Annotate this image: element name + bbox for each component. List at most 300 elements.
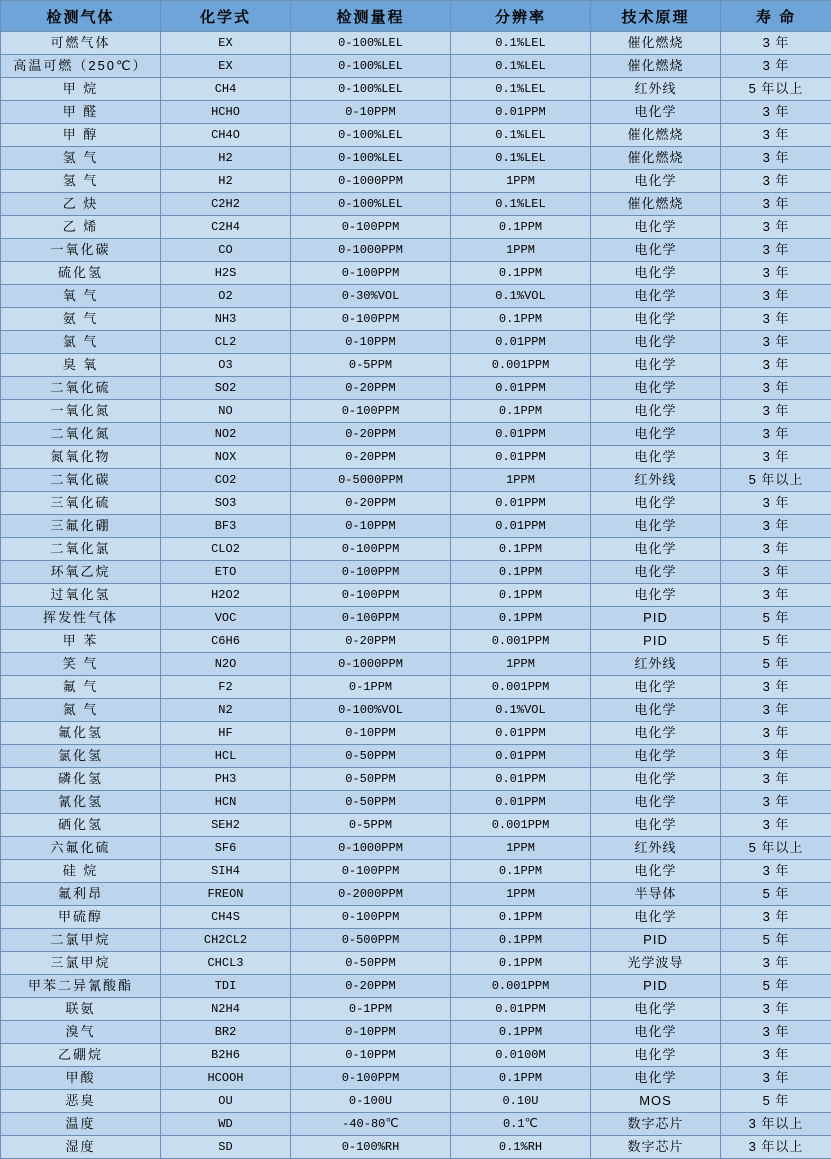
- table-row: [1, 722, 831, 745]
- cell-range: 0-10PPM: [291, 722, 451, 745]
- cell-resolution: 1PPM: [451, 170, 591, 193]
- cell-resolution: 0.001PPM: [451, 975, 591, 998]
- cell-resolution: 0.01PPM: [451, 515, 591, 538]
- table-row: [1, 1067, 831, 1090]
- cell-gas-name: 二氯甲烷: [1, 929, 161, 952]
- cell-range: 0-1000PPM: [291, 239, 451, 262]
- cell-technology: 红外线: [591, 78, 721, 101]
- cell-gas-name: 甲 醇: [1, 124, 161, 147]
- cell-formula: HCL: [161, 745, 291, 768]
- cell-gas-name: 可燃气体: [1, 32, 161, 55]
- cell-lifespan: 3 年: [721, 354, 831, 377]
- cell-range: 0-50PPM: [291, 952, 451, 975]
- cell-gas-name: 二氧化碳: [1, 469, 161, 492]
- cell-resolution: 0.1%LEL: [451, 78, 591, 101]
- cell-resolution: 0.1PPM: [451, 952, 591, 975]
- cell-lifespan: 3 年: [721, 492, 831, 515]
- cell-lifespan: 3 年: [721, 262, 831, 285]
- table-row: [1, 101, 831, 124]
- cell-resolution: 1PPM: [451, 653, 591, 676]
- cell-formula: CL2: [161, 331, 291, 354]
- cell-resolution: 0.1%LEL: [451, 124, 591, 147]
- cell-technology: 催化燃烧: [591, 32, 721, 55]
- cell-lifespan: 3 年: [721, 998, 831, 1021]
- table-row: [1, 607, 831, 630]
- cell-formula: H2: [161, 147, 291, 170]
- table-header: [1, 1, 831, 32]
- cell-technology: 红外线: [591, 469, 721, 492]
- table-row: [1, 906, 831, 929]
- cell-gas-name: 甲 烷: [1, 78, 161, 101]
- cell-gas-name: 二氧化氮: [1, 423, 161, 446]
- cell-resolution: 0.01PPM: [451, 377, 591, 400]
- table-row: [1, 837, 831, 860]
- cell-gas-name: 六氟化硫: [1, 837, 161, 860]
- cell-range: 0-10PPM: [291, 101, 451, 124]
- cell-resolution: 0.1PPM: [451, 1067, 591, 1090]
- cell-technology: 电化学: [591, 998, 721, 1021]
- cell-gas-name: 磷化氢: [1, 768, 161, 791]
- cell-range: 0-100%LEL: [291, 193, 451, 216]
- cell-range: 0-1PPM: [291, 998, 451, 1021]
- cell-formula: CLO2: [161, 538, 291, 561]
- cell-formula: EX: [161, 55, 291, 78]
- cell-resolution: 0.01PPM: [451, 101, 591, 124]
- cell-gas-name: 高温可燃（250℃）: [1, 55, 161, 78]
- cell-technology: 电化学: [591, 262, 721, 285]
- cell-technology: 光学波导: [591, 952, 721, 975]
- cell-formula: H2O2: [161, 584, 291, 607]
- cell-range: 0-100%VOL: [291, 699, 451, 722]
- cell-range: 0-50PPM: [291, 791, 451, 814]
- cell-lifespan: 3 年: [721, 814, 831, 837]
- cell-range: 0-100PPM: [291, 262, 451, 285]
- cell-gas-name: 环氧乙烷: [1, 561, 161, 584]
- table-row: [1, 883, 831, 906]
- cell-formula: HCN: [161, 791, 291, 814]
- cell-resolution: 0.1%LEL: [451, 32, 591, 55]
- cell-gas-name: 氯 气: [1, 331, 161, 354]
- cell-gas-name: 氨 气: [1, 308, 161, 331]
- table-row: [1, 998, 831, 1021]
- table-row: [1, 193, 831, 216]
- cell-formula: H2: [161, 170, 291, 193]
- cell-resolution: 0.1%VOL: [451, 285, 591, 308]
- cell-gas-name: 氯化氢: [1, 745, 161, 768]
- cell-lifespan: 3 年: [721, 216, 831, 239]
- table-row: [1, 1136, 831, 1159]
- cell-lifespan: 5 年: [721, 653, 831, 676]
- table-row: [1, 331, 831, 354]
- cell-lifespan: 3 年: [721, 193, 831, 216]
- cell-gas-name: 二氧化硫: [1, 377, 161, 400]
- cell-lifespan: 5 年: [721, 630, 831, 653]
- cell-resolution: 0.0100M: [451, 1044, 591, 1067]
- table-row: [1, 1090, 831, 1113]
- cell-resolution: 0.1PPM: [451, 308, 591, 331]
- column-header-lifespan: 寿 命: [721, 1, 831, 32]
- cell-gas-name: 温度: [1, 1113, 161, 1136]
- cell-formula: SEH2: [161, 814, 291, 837]
- cell-technology: 电化学: [591, 308, 721, 331]
- cell-gas-name: 乙硼烷: [1, 1044, 161, 1067]
- cell-gas-name: 一氧化碳: [1, 239, 161, 262]
- cell-resolution: 1PPM: [451, 469, 591, 492]
- table-header-row: [1, 1, 831, 32]
- cell-technology: 催化燃烧: [591, 147, 721, 170]
- cell-technology: 红外线: [591, 653, 721, 676]
- cell-range: 0-100%RH: [291, 1136, 451, 1159]
- cell-resolution: 0.1PPM: [451, 262, 591, 285]
- cell-technology: 电化学: [591, 791, 721, 814]
- cell-formula: CHCL3: [161, 952, 291, 975]
- cell-technology: 数字芯片: [591, 1113, 721, 1136]
- cell-technology: 电化学: [591, 814, 721, 837]
- cell-formula: HF: [161, 722, 291, 745]
- cell-technology: 催化燃烧: [591, 193, 721, 216]
- cell-gas-name: 二氧化氯: [1, 538, 161, 561]
- cell-resolution: 0.001PPM: [451, 814, 591, 837]
- cell-formula: CH4O: [161, 124, 291, 147]
- table-row: [1, 929, 831, 952]
- cell-lifespan: 3 年: [721, 1044, 831, 1067]
- cell-range: 0-100PPM: [291, 860, 451, 883]
- cell-lifespan: 3 年: [721, 239, 831, 262]
- cell-formula: VOC: [161, 607, 291, 630]
- table-row: [1, 653, 831, 676]
- cell-range: 0-100PPM: [291, 400, 451, 423]
- cell-gas-name: 乙 炔: [1, 193, 161, 216]
- table-row: [1, 860, 831, 883]
- table-row: [1, 975, 831, 998]
- table-row: [1, 285, 831, 308]
- cell-lifespan: 5 年以上: [721, 837, 831, 860]
- cell-range: 0-20PPM: [291, 446, 451, 469]
- cell-formula: CO: [161, 239, 291, 262]
- cell-formula: HCOOH: [161, 1067, 291, 1090]
- column-header-range: 检测量程: [291, 1, 451, 32]
- cell-formula: N2O: [161, 653, 291, 676]
- cell-resolution: 0.1%LEL: [451, 147, 591, 170]
- cell-gas-name: 氟利昂: [1, 883, 161, 906]
- cell-range: 0-100%LEL: [291, 124, 451, 147]
- cell-range: 0-20PPM: [291, 975, 451, 998]
- cell-range: 0-30%VOL: [291, 285, 451, 308]
- cell-gas-name: 溴气: [1, 1021, 161, 1044]
- cell-gas-name: 氰化氢: [1, 791, 161, 814]
- cell-resolution: 0.1PPM: [451, 1021, 591, 1044]
- cell-range: 0-100%LEL: [291, 32, 451, 55]
- cell-gas-name: 氮氧化物: [1, 446, 161, 469]
- table-row: [1, 676, 831, 699]
- table-row: [1, 791, 831, 814]
- cell-lifespan: 5 年: [721, 883, 831, 906]
- cell-lifespan: 5 年: [721, 1090, 831, 1113]
- table-row: [1, 584, 831, 607]
- cell-lifespan: 3 年: [721, 147, 831, 170]
- cell-technology: 电化学: [591, 515, 721, 538]
- cell-gas-name: 硫化氢: [1, 262, 161, 285]
- table-row: [1, 561, 831, 584]
- cell-gas-name: 甲 醛: [1, 101, 161, 124]
- cell-formula: CO2: [161, 469, 291, 492]
- cell-lifespan: 3 年: [721, 124, 831, 147]
- cell-technology: 电化学: [591, 722, 721, 745]
- cell-technology: 电化学: [591, 745, 721, 768]
- cell-formula: SD: [161, 1136, 291, 1159]
- cell-technology: MOS: [591, 1090, 721, 1113]
- cell-resolution: 0.1%LEL: [451, 193, 591, 216]
- cell-resolution: 0.001PPM: [451, 676, 591, 699]
- cell-range: 0-10PPM: [291, 515, 451, 538]
- cell-formula: TDI: [161, 975, 291, 998]
- cell-gas-name: 三氧化硫: [1, 492, 161, 515]
- cell-resolution: 0.1PPM: [451, 216, 591, 239]
- cell-resolution: 0.10U: [451, 1090, 591, 1113]
- cell-technology: 电化学: [591, 170, 721, 193]
- cell-gas-name: 硒化氢: [1, 814, 161, 837]
- cell-resolution: 0.1PPM: [451, 584, 591, 607]
- cell-formula: CH4: [161, 78, 291, 101]
- cell-resolution: 0.1PPM: [451, 400, 591, 423]
- cell-range: 0-100PPM: [291, 1067, 451, 1090]
- cell-range: 0-10PPM: [291, 331, 451, 354]
- cell-resolution: 0.1%LEL: [451, 55, 591, 78]
- cell-formula: C2H4: [161, 216, 291, 239]
- table-row: [1, 538, 831, 561]
- cell-technology: 电化学: [591, 239, 721, 262]
- cell-gas-name: 甲苯二异氰酸酯: [1, 975, 161, 998]
- cell-lifespan: 3 年: [721, 791, 831, 814]
- cell-range: 0-500PPM: [291, 929, 451, 952]
- table-row: [1, 630, 831, 653]
- cell-technology: 电化学: [591, 538, 721, 561]
- cell-range: 0-100U: [291, 1090, 451, 1113]
- table-row: [1, 699, 831, 722]
- cell-lifespan: 3 年: [721, 32, 831, 55]
- cell-technology: 电化学: [591, 584, 721, 607]
- cell-range: -40-80℃: [291, 1113, 451, 1136]
- cell-technology: 电化学: [591, 676, 721, 699]
- cell-technology: 催化燃烧: [591, 55, 721, 78]
- cell-technology: 电化学: [591, 285, 721, 308]
- cell-gas-name: 联氨: [1, 998, 161, 1021]
- table-row: [1, 768, 831, 791]
- cell-formula: NH3: [161, 308, 291, 331]
- cell-range: 0-5PPM: [291, 814, 451, 837]
- cell-technology: 电化学: [591, 446, 721, 469]
- cell-technology: 电化学: [591, 1021, 721, 1044]
- cell-range: 0-100%LEL: [291, 147, 451, 170]
- table-body: [1, 32, 831, 1159]
- cell-resolution: 0.01PPM: [451, 998, 591, 1021]
- cell-gas-name: 恶臭: [1, 1090, 161, 1113]
- table-row: [1, 400, 831, 423]
- column-header-formula: 化学式: [161, 1, 291, 32]
- cell-range: 0-2000PPM: [291, 883, 451, 906]
- cell-gas-name: 挥发性气体: [1, 607, 161, 630]
- cell-resolution: 0.001PPM: [451, 354, 591, 377]
- cell-resolution: 0.1℃: [451, 1113, 591, 1136]
- table-row: [1, 78, 831, 101]
- cell-technology: PID: [591, 929, 721, 952]
- cell-lifespan: 3 年: [721, 1021, 831, 1044]
- cell-resolution: 0.001PPM: [451, 630, 591, 653]
- cell-lifespan: 3 年以上: [721, 1113, 831, 1136]
- cell-lifespan: 3 年: [721, 722, 831, 745]
- cell-gas-name: 甲硫醇: [1, 906, 161, 929]
- table-row: [1, 492, 831, 515]
- cell-lifespan: 3 年以上: [721, 1136, 831, 1159]
- cell-formula: SF6: [161, 837, 291, 860]
- cell-resolution: 0.01PPM: [451, 492, 591, 515]
- cell-formula: BF3: [161, 515, 291, 538]
- cell-lifespan: 3 年: [721, 285, 831, 308]
- cell-resolution: 1PPM: [451, 883, 591, 906]
- cell-formula: CH4S: [161, 906, 291, 929]
- cell-technology: 电化学: [591, 492, 721, 515]
- cell-resolution: 0.01PPM: [451, 768, 591, 791]
- cell-resolution: 0.01PPM: [451, 722, 591, 745]
- cell-lifespan: 3 年: [721, 538, 831, 561]
- cell-resolution: 0.01PPM: [451, 745, 591, 768]
- table-row: [1, 239, 831, 262]
- cell-formula: PH3: [161, 768, 291, 791]
- cell-resolution: 0.01PPM: [451, 446, 591, 469]
- cell-range: 0-100PPM: [291, 561, 451, 584]
- cell-resolution: 1PPM: [451, 837, 591, 860]
- cell-lifespan: 3 年: [721, 952, 831, 975]
- table-row: [1, 1113, 831, 1136]
- cell-formula: WD: [161, 1113, 291, 1136]
- cell-lifespan: 3 年: [721, 561, 831, 584]
- cell-range: 0-100%LEL: [291, 55, 451, 78]
- cell-resolution: 0.1PPM: [451, 860, 591, 883]
- table-row: [1, 952, 831, 975]
- cell-formula: H2S: [161, 262, 291, 285]
- cell-lifespan: 3 年: [721, 331, 831, 354]
- cell-range: 0-1PPM: [291, 676, 451, 699]
- cell-lifespan: 3 年: [721, 55, 831, 78]
- cell-technology: PID: [591, 975, 721, 998]
- cell-lifespan: 3 年: [721, 423, 831, 446]
- cell-formula: N2H4: [161, 998, 291, 1021]
- cell-formula: SO2: [161, 377, 291, 400]
- cell-formula: ETO: [161, 561, 291, 584]
- cell-range: 0-5000PPM: [291, 469, 451, 492]
- cell-lifespan: 3 年: [721, 768, 831, 791]
- cell-gas-name: 氧 气: [1, 285, 161, 308]
- cell-gas-name: 乙 烯: [1, 216, 161, 239]
- table-row: [1, 55, 831, 78]
- cell-resolution: 0.01PPM: [451, 791, 591, 814]
- cell-formula: FREON: [161, 883, 291, 906]
- table-row: [1, 814, 831, 837]
- cell-lifespan: 3 年: [721, 377, 831, 400]
- cell-formula: N2: [161, 699, 291, 722]
- cell-technology: 电化学: [591, 561, 721, 584]
- table-row: [1, 147, 831, 170]
- cell-lifespan: 5 年以上: [721, 469, 831, 492]
- column-header-resolution: 分辨率: [451, 1, 591, 32]
- table-row: [1, 170, 831, 193]
- cell-resolution: 0.1PPM: [451, 561, 591, 584]
- table-row: [1, 262, 831, 285]
- cell-gas-name: 甲酸: [1, 1067, 161, 1090]
- table-row: [1, 377, 831, 400]
- table-row: [1, 354, 831, 377]
- cell-range: 0-100PPM: [291, 308, 451, 331]
- cell-range: 0-5PPM: [291, 354, 451, 377]
- table-row: [1, 216, 831, 239]
- cell-formula: B2H6: [161, 1044, 291, 1067]
- cell-formula: HCHO: [161, 101, 291, 124]
- cell-technology: 电化学: [591, 101, 721, 124]
- cell-gas-name: 氮 气: [1, 699, 161, 722]
- cell-range: 0-10PPM: [291, 1044, 451, 1067]
- table-row: [1, 515, 831, 538]
- cell-technology: 电化学: [591, 860, 721, 883]
- cell-lifespan: 3 年: [721, 1067, 831, 1090]
- cell-range: 0-100PPM: [291, 607, 451, 630]
- cell-range: 0-1000PPM: [291, 653, 451, 676]
- cell-technology: PID: [591, 607, 721, 630]
- cell-technology: 电化学: [591, 768, 721, 791]
- table-row: [1, 124, 831, 147]
- cell-lifespan: 3 年: [721, 400, 831, 423]
- table-row: [1, 32, 831, 55]
- cell-lifespan: 3 年: [721, 860, 831, 883]
- cell-lifespan: 3 年: [721, 308, 831, 331]
- cell-lifespan: 3 年: [721, 906, 831, 929]
- column-header-gas-name: 检测气体: [1, 1, 161, 32]
- cell-gas-name: 氟 气: [1, 676, 161, 699]
- cell-gas-name: 湿度: [1, 1136, 161, 1159]
- cell-gas-name: 三氟化硼: [1, 515, 161, 538]
- cell-lifespan: 3 年: [721, 676, 831, 699]
- cell-technology: 电化学: [591, 699, 721, 722]
- cell-formula: CH2CL2: [161, 929, 291, 952]
- cell-formula: NO2: [161, 423, 291, 446]
- cell-range: 0-50PPM: [291, 745, 451, 768]
- cell-gas-name: 三氯甲烷: [1, 952, 161, 975]
- cell-lifespan: 5 年: [721, 975, 831, 998]
- cell-range: 0-1000PPM: [291, 170, 451, 193]
- cell-range: 0-100PPM: [291, 216, 451, 239]
- cell-lifespan: 5 年: [721, 607, 831, 630]
- cell-gas-name: 氢 气: [1, 170, 161, 193]
- table-row: [1, 1044, 831, 1067]
- cell-resolution: 0.1PPM: [451, 906, 591, 929]
- cell-formula: OU: [161, 1090, 291, 1113]
- cell-gas-name: 臭 氧: [1, 354, 161, 377]
- cell-technology: 红外线: [591, 837, 721, 860]
- cell-resolution: 0.1PPM: [451, 607, 591, 630]
- cell-technology: 电化学: [591, 216, 721, 239]
- cell-lifespan: 3 年: [721, 515, 831, 538]
- cell-technology: 电化学: [591, 331, 721, 354]
- cell-formula: SIH4: [161, 860, 291, 883]
- cell-formula: EX: [161, 32, 291, 55]
- cell-formula: SO3: [161, 492, 291, 515]
- cell-range: 0-100PPM: [291, 538, 451, 561]
- cell-range: 0-100PPM: [291, 584, 451, 607]
- cell-gas-name: 氟化氢: [1, 722, 161, 745]
- table-row: [1, 446, 831, 469]
- cell-resolution: 0.01PPM: [451, 423, 591, 446]
- cell-formula: F2: [161, 676, 291, 699]
- column-header-technology: 技术原理: [591, 1, 721, 32]
